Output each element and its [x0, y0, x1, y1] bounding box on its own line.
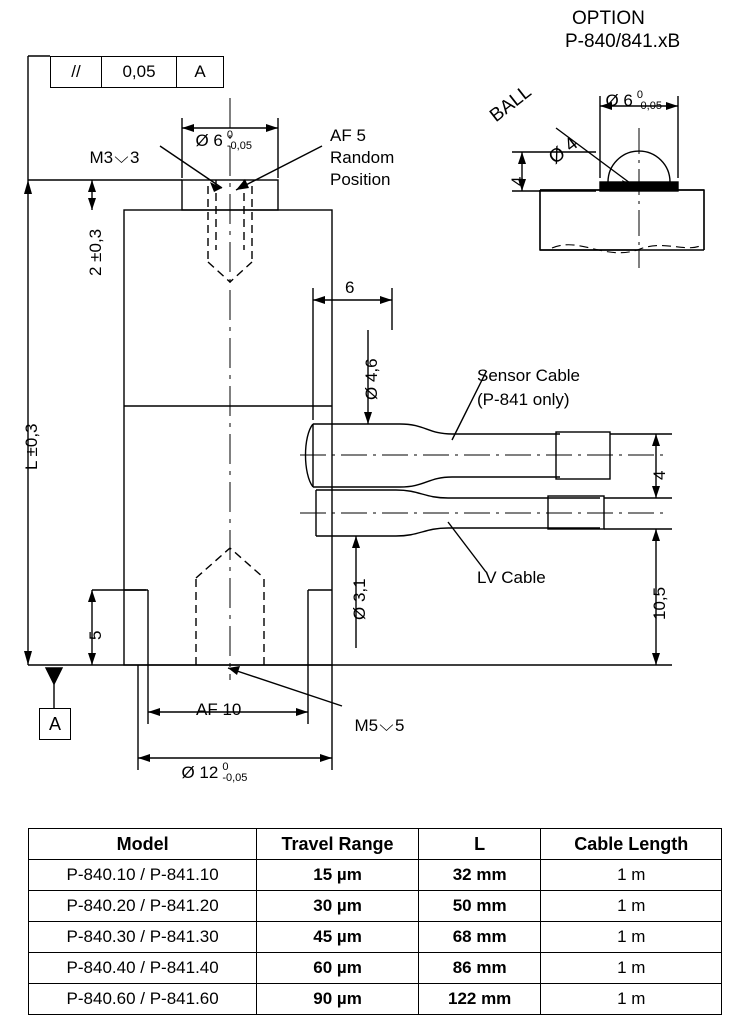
af5-position-label: Position — [330, 170, 391, 189]
thread-bottom-size: M5 — [354, 715, 379, 735]
dim-L-label: L ±0,3 — [22, 423, 41, 470]
bottom-diameter — [172, 742, 247, 785]
bottom-dia-text: Ø 12 — [181, 762, 219, 782]
sensor-cable-note: (P-841 only) — [477, 390, 570, 409]
top-bore-tol-bot: -0,05 — [226, 140, 252, 153]
cell-model: P-840.10 / P-841.10 — [29, 860, 257, 891]
option-bore-dia-text: Ø 6 — [605, 90, 633, 110]
table-row — [29, 891, 722, 922]
cell-travel: 30 µm — [257, 891, 419, 922]
depth-symbol-icon: ⌵ — [114, 147, 129, 167]
thread-top-size: M3 — [89, 147, 114, 167]
tolerance-value: 0,05 — [102, 57, 177, 87]
dim-5-left-label: 5 — [86, 630, 105, 640]
option-bore-diameter — [596, 70, 662, 113]
top-bore-dia-text: Ø 6 — [195, 130, 223, 150]
table-row — [29, 984, 722, 1015]
feature-control-frame — [50, 56, 224, 88]
bottom-tol-bot: -0,05 — [222, 772, 248, 785]
top-bore-diameter — [186, 110, 252, 153]
cell-cable: 1 m — [541, 922, 722, 953]
thread-top-callout — [80, 128, 139, 167]
cell-l: 50 mm — [418, 891, 541, 922]
option-height-dim: 4 — [508, 176, 527, 186]
cell-travel: 60 µm — [257, 953, 419, 984]
cell-travel: 45 µm — [257, 922, 419, 953]
cell-l: 122 mm — [418, 984, 541, 1015]
af5-label: AF 5 — [330, 126, 366, 145]
bottom-tol-top: 0 — [222, 760, 229, 773]
datum-feature-a: A — [39, 708, 71, 740]
ball-label: BALL — [486, 81, 536, 127]
cell-cable: 1 m — [541, 891, 722, 922]
col-cable-length: Cable Length — [541, 829, 722, 860]
cell-l: 86 mm — [418, 953, 541, 984]
top-bore-tol-top: 0 — [226, 128, 233, 141]
thread-top-depth: 3 — [129, 147, 140, 167]
cell-model: P-840.60 / P-841.60 — [29, 984, 257, 1015]
thread-bottom-depth: 5 — [394, 715, 405, 735]
col-l: L — [418, 829, 541, 860]
cell-l: 32 mm — [418, 860, 541, 891]
cell-travel: 90 µm — [257, 984, 419, 1015]
cell-model: P-840.20 / P-841.20 — [29, 891, 257, 922]
dim-4-right-label: 4 — [650, 470, 669, 480]
option-bore-tol-bot: -0,05 — [636, 100, 662, 113]
cell-l: 68 mm — [418, 922, 541, 953]
dia-3-1-label: Ø 3,1 — [350, 578, 369, 620]
option-bore-tol-top: 0 — [636, 88, 643, 101]
option-title-line1: OPTION — [572, 8, 645, 29]
cell-cable: 1 m — [541, 953, 722, 984]
parallelism-symbol: // — [51, 57, 102, 87]
ball-diameter-label: Ø 4 — [545, 133, 583, 169]
table-row — [29, 953, 722, 984]
af10-label: AF 10 — [196, 700, 242, 719]
dia-4-6-label: Ø 4,6 — [362, 358, 381, 400]
depth-symbol-icon-2: ⌵ — [379, 715, 394, 735]
cell-travel: 15 µm — [257, 860, 419, 891]
col-travel-range: Travel Range — [257, 829, 419, 860]
table-row — [29, 860, 722, 891]
spec-table — [28, 828, 722, 1015]
col-model: Model — [29, 829, 257, 860]
table-row — [29, 922, 722, 953]
option-title-line2: P-840/841.xB — [565, 31, 681, 52]
dim-6-label: 6 — [345, 278, 355, 297]
cell-cable: 1 m — [541, 984, 722, 1015]
lv-cable-label: LV Cable — [477, 568, 546, 587]
datum-ref: A — [194, 62, 206, 81]
thread-bottom-callout — [345, 696, 404, 735]
table-header-row — [29, 829, 722, 860]
cell-cable: 1 m — [541, 860, 722, 891]
cell-model: P-840.40 / P-841.40 — [29, 953, 257, 984]
sensor-cable-label: Sensor Cable — [477, 366, 581, 385]
dim-2-label: 2 ±0,3 — [86, 228, 105, 276]
cell-model: P-840.30 / P-841.30 — [29, 922, 257, 953]
af5-random-label: Random — [330, 148, 395, 167]
dim-10-5-label: 10,5 — [650, 586, 669, 620]
